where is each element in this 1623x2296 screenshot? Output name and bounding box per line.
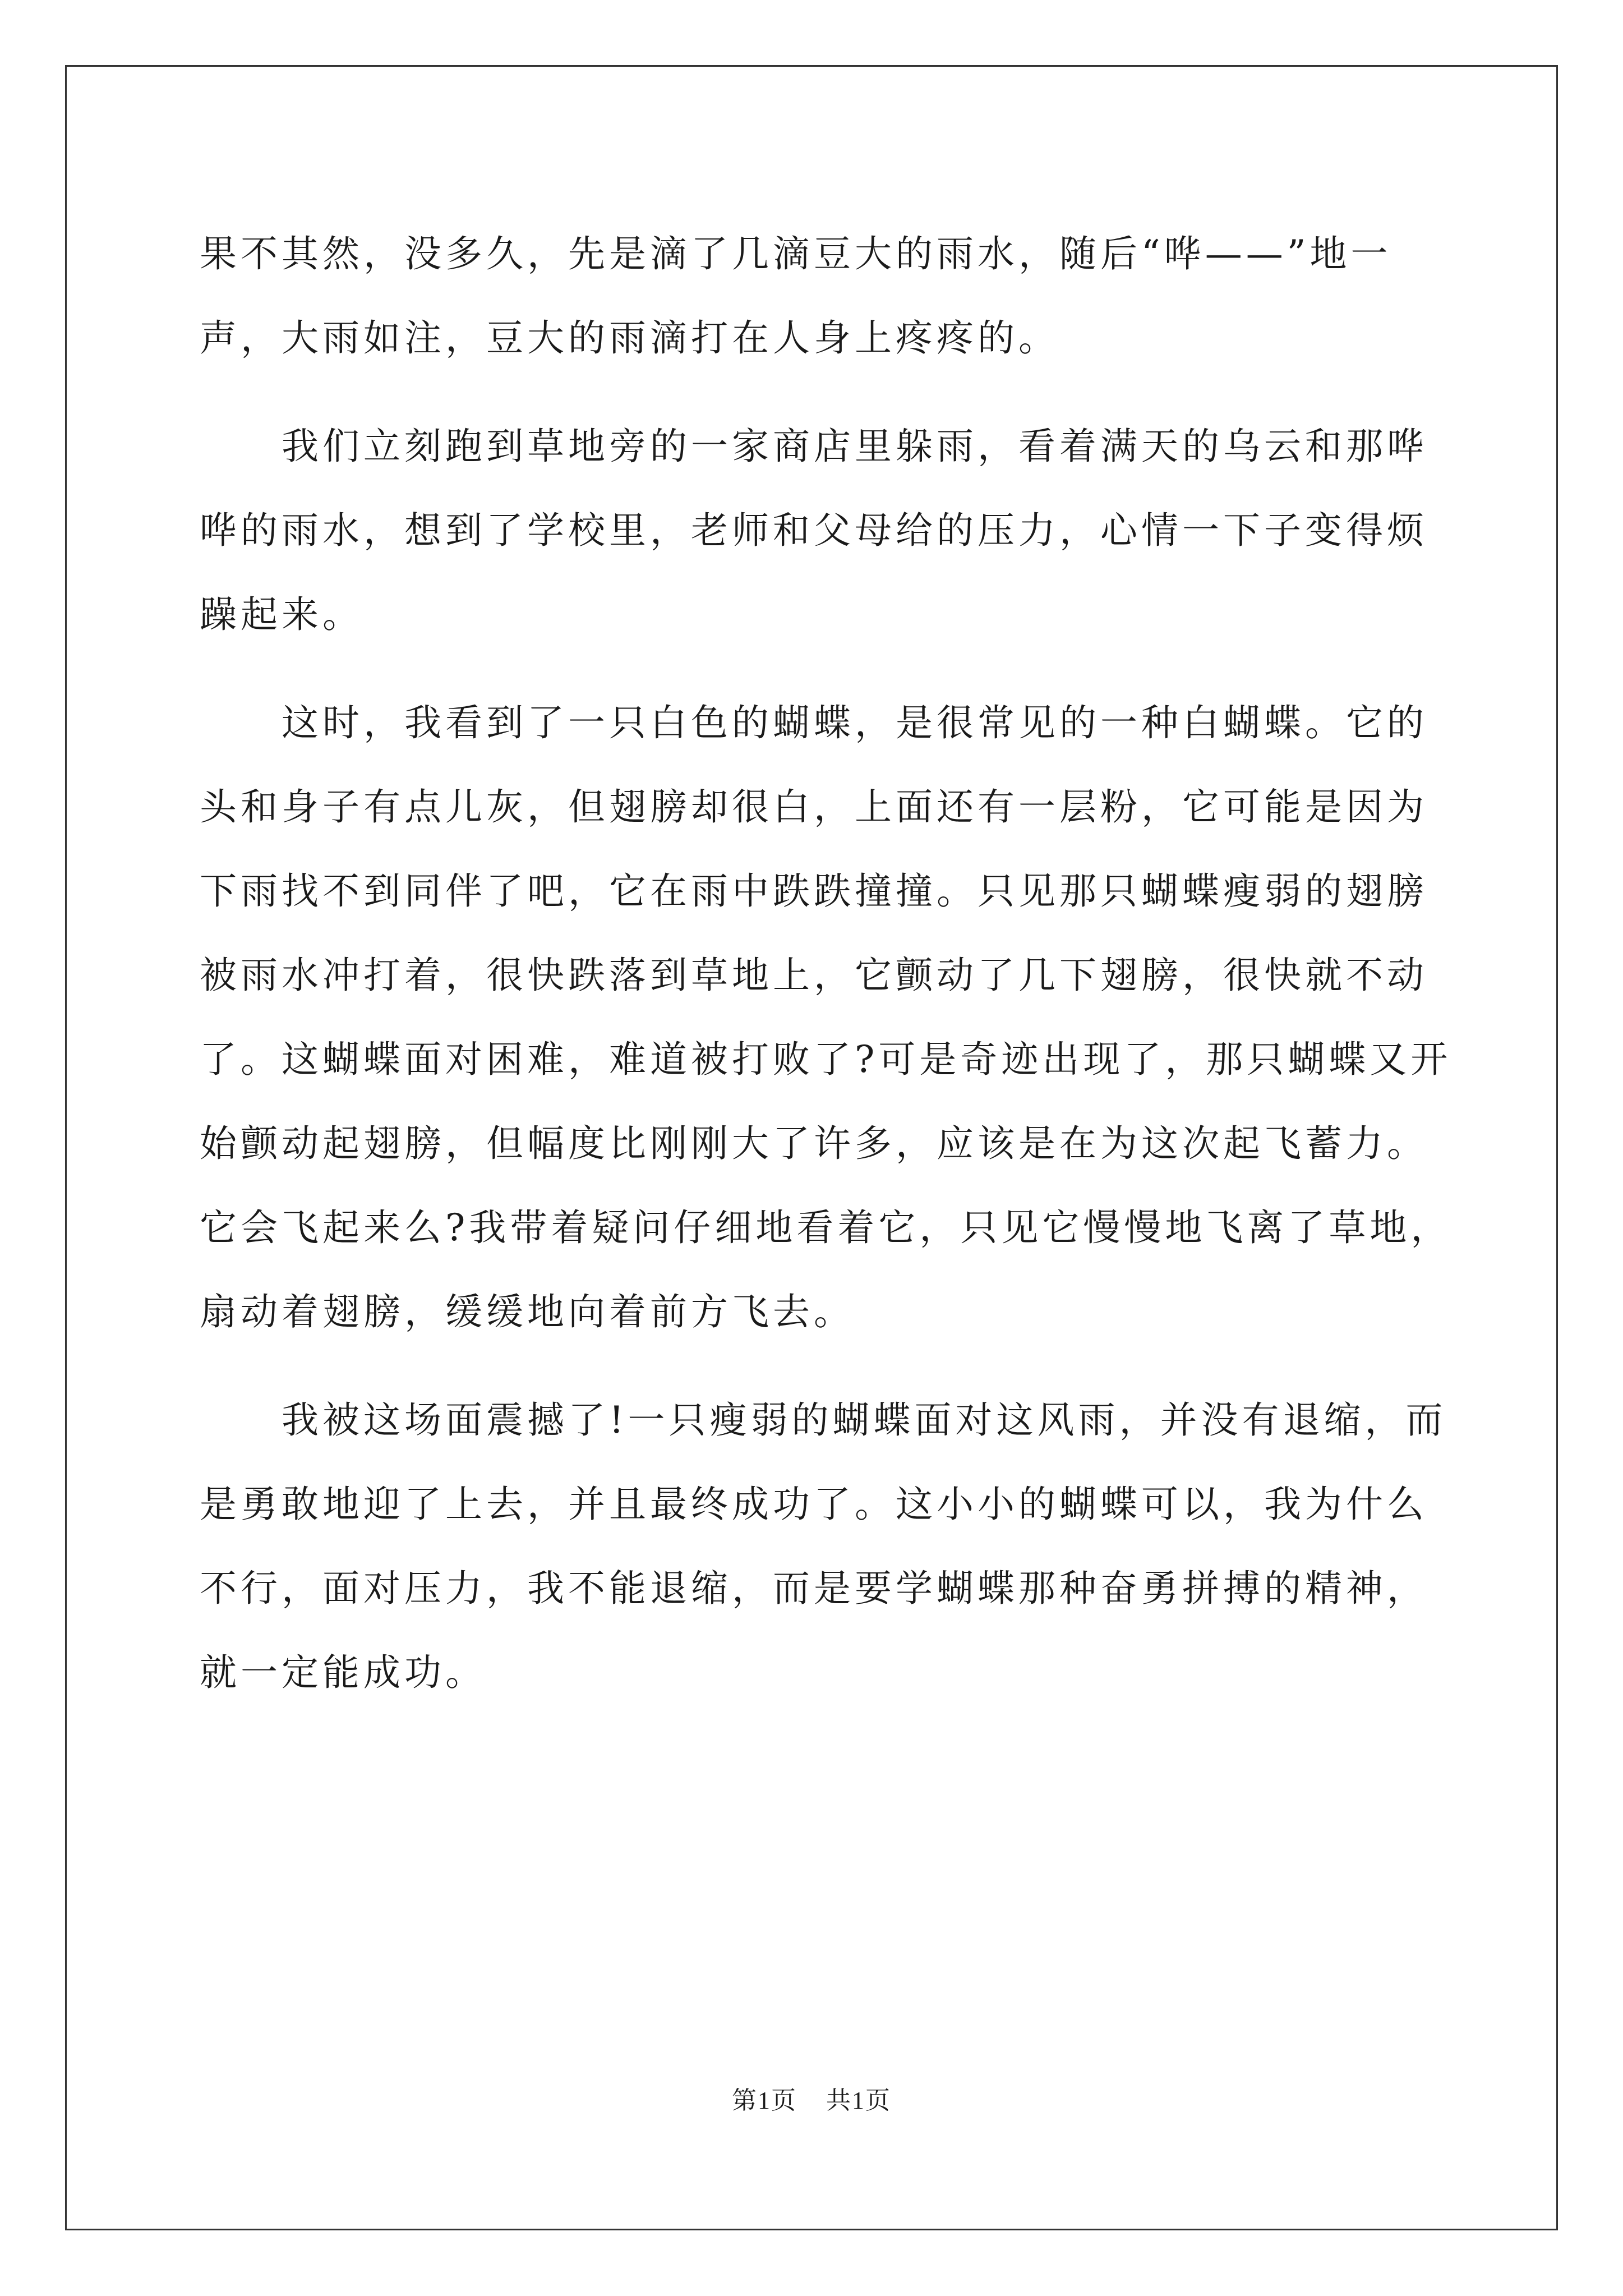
text-line: 头和身子有点儿灰，但翅膀却很白，上面还有一层粉，它可能是因为 <box>200 785 1428 829</box>
text-line: 这时，我看到了一只白色的蝴蝶，是很常见的一种白蝴蝶。它的 <box>282 701 1428 744</box>
text-line: 被雨水冲打着，很快跌落到草地上，它颤动了几下翅膀，很快就不动 <box>200 954 1428 997</box>
page-number: 第1页 <box>732 2087 797 2114</box>
text-line: 它会飞起来么?我带着疑问仔细地看着它，只见它慢慢地飞离了草地， <box>200 1206 1452 1249</box>
document-body <box>200 212 1452 1739</box>
page-footer <box>0 2080 1623 2116</box>
text-line: 就一定能成功。 <box>200 1651 486 1694</box>
text-line: 果不其然，没多久，先是滴了几滴豆大的雨水，随后“哗——”地一 <box>200 232 1392 275</box>
text-line: 是勇敢地迎了上去，并且最终成功了。这小小的蝴蝶可以，我为什么 <box>200 1483 1428 1526</box>
text-line: 了。这蝴蝶面对困难，难道被打败了?可是奇迹出现了，那只蝴蝶又开 <box>200 1038 1452 1081</box>
paragraph-3 <box>200 681 1452 1354</box>
text-line: 声，大雨如注，豆大的雨滴打在人身上疼疼的。 <box>200 316 1059 360</box>
text-line: 下雨找不到同伴了吧，它在雨中跌跌撞撞。只见那只蝴蝶瘦弱的翅膀 <box>200 869 1428 913</box>
text-line: 躁起来。 <box>200 593 363 636</box>
page-total: 共1页 <box>826 2087 891 2114</box>
text-line: 哗的雨水，想到了学校里，老师和父母给的压力，心情一下子变得烦 <box>200 509 1428 552</box>
text-line: 我们立刻跑到草地旁的一家商店里躲雨，看着满天的乌云和那哗 <box>282 425 1428 468</box>
text-line: 始颤动起翅膀，但幅度比刚刚大了许多，应该是在为这次起飞蓄力。 <box>200 1122 1428 1165</box>
paragraph-2 <box>200 404 1433 657</box>
text-line: 不行，面对压力，我不能退缩，而是要学蝴蝶那种奋勇拼搏的精神， <box>200 1567 1428 1610</box>
text-line: 扇动着翅膀，缓缓地向着前方飞去。 <box>200 1290 855 1333</box>
paragraph-1 <box>200 212 1433 380</box>
text-line: 我被这场面震撼了!一只瘦弱的蝴蝶面对这风雨，并没有退缩，而 <box>282 1398 1447 1442</box>
paragraph-4 <box>200 1378 1447 1715</box>
